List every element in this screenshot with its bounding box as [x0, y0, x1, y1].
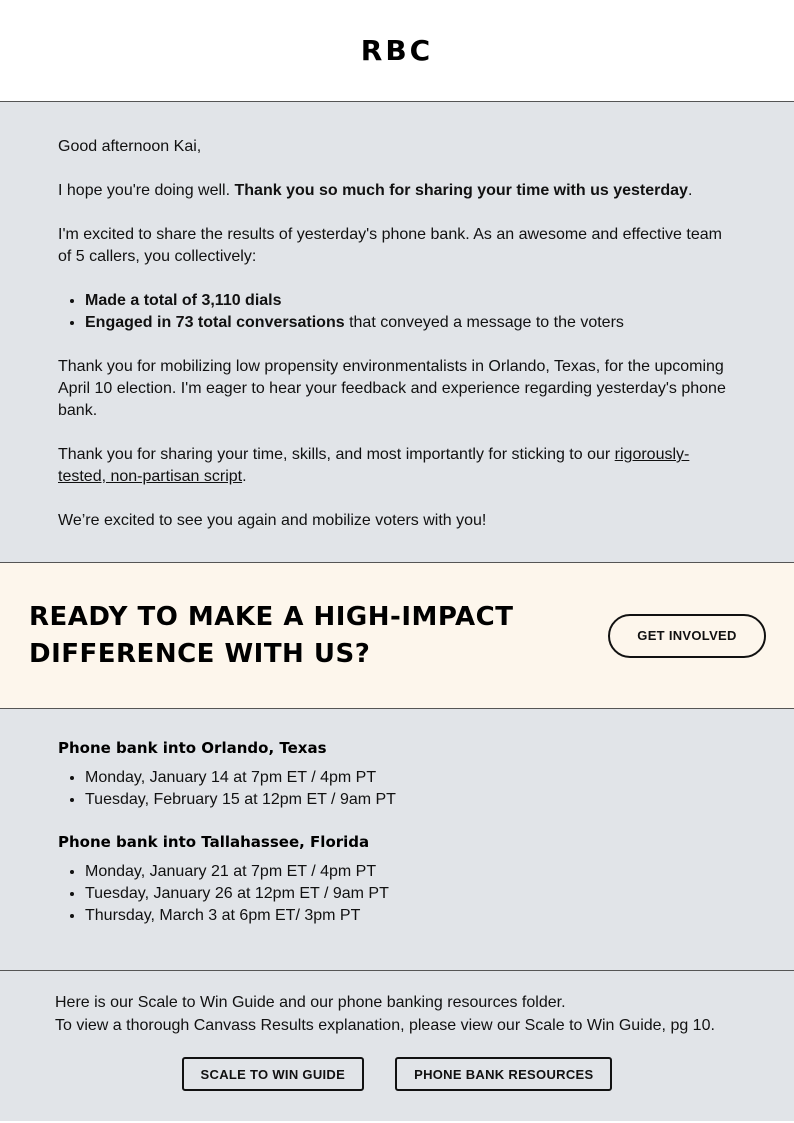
footer-line-1: Here is our Scale to Win Guide and our phone banking resources folder.: [55, 994, 566, 1011]
footer-line-2: To view a thorough Canvass Results explanation, please view our Scale to Win Guide, pg 10.: [55, 1017, 715, 1034]
stat-item: [85, 312, 736, 334]
phone-bank-resources-button[interactable]: PHONE BANK RESOURCES: [395, 1057, 612, 1091]
thanks-text: Thank you for sharing your time, skills, and most importantly for sticking to our: [58, 446, 615, 463]
thanks-end: .: [242, 468, 247, 485]
intro-bold-text: Thank you so much for sharing your time with us yesterday: [234, 182, 688, 199]
greeting: Good afternoon Kai,: [58, 138, 202, 155]
stat-rest: that conveyed a message to the voters: [344, 314, 624, 331]
cta-banner: [0, 563, 794, 709]
footer-section: [0, 971, 794, 1121]
footer-buttons: [55, 1057, 739, 1091]
script-link[interactable]: rigorously-tested, non-partisan script: [58, 446, 690, 485]
mobilizing-paragraph: Thank you for mobilizing low propensity environmentalists in Orlando, Texas, for the upcoming April 10 election. I'm eager to hear your feedback and experience regarding yesterday's phone bank.: [58, 358, 726, 419]
cta-heading: READY TO MAKE A HIGH-IMPACT DIFFERENCE WITH US?: [29, 601, 514, 669]
event-date: • Tuesday, January 26 at 12pm ET / 9am PT: [85, 883, 736, 905]
stat-bold: Engaged in 73 total conversations: [85, 314, 345, 331]
event-date: • Thursday, March 3 at 6pm ET/ 3pm PT: [85, 905, 736, 927]
intro-paragraph: [58, 180, 736, 202]
scale-to-win-guide-button[interactable]: SCALE TO WIN GUIDE: [182, 1057, 365, 1091]
event-date: • Monday, January 21 at 7pm ET / 4pm PT: [85, 861, 736, 883]
event-dates-tallahassee: [58, 861, 736, 927]
results-paragraph: I'm excited to share the results of yesterday's phone bank. As an awesome and effective team of 5 callers, you collectively:: [58, 226, 722, 265]
intro-text: I hope you're doing well.: [58, 182, 235, 199]
stat-bold: Made a total of 3,110 dials: [85, 292, 282, 309]
message-body: [0, 102, 794, 563]
event-date: • Tuesday, February 15 at 12pm ET / 9am PT: [85, 789, 736, 811]
event-date: • Monday, January 14 at 7pm ET / 4pm PT: [85, 767, 736, 789]
get-involved-button[interactable]: GET INVOLVED: [608, 614, 766, 658]
events-section: [0, 709, 794, 971]
event-dates-orlando: [58, 767, 736, 811]
event-title-orlando: Phone bank into Orlando, Texas: [58, 739, 327, 757]
intro-end: .: [687, 182, 693, 199]
stat-item: [85, 290, 736, 312]
stats-list: [58, 290, 736, 334]
closing-paragraph: We’re excited to see you again and mobilize voters with you!: [58, 512, 487, 529]
event-title-tallahassee: Phone bank into Tallahassee, Florida: [58, 833, 370, 851]
email-header: [0, 0, 794, 102]
thanks-paragraph: [58, 444, 736, 488]
logo: RBC: [360, 34, 434, 67]
